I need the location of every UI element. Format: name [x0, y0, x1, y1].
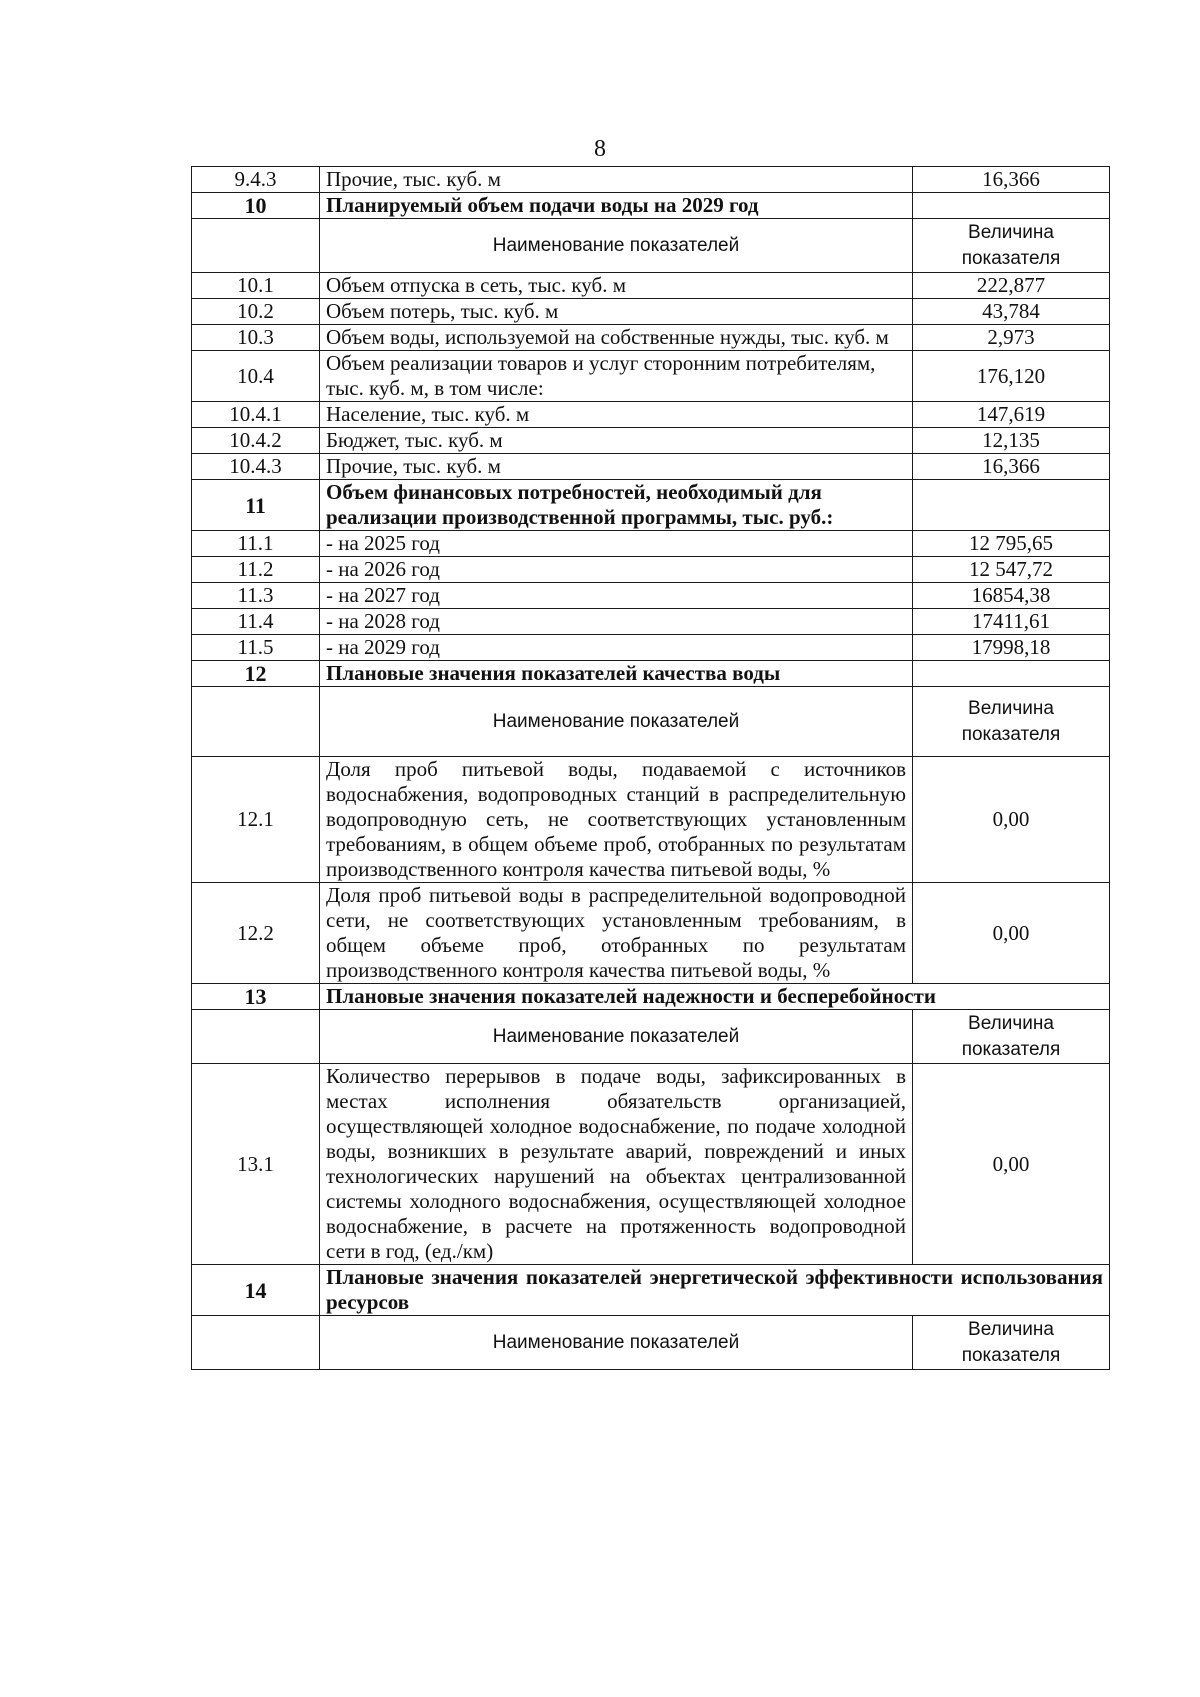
section-number: 11 [192, 480, 320, 531]
indicator-value: 17411,61 [913, 609, 1110, 635]
row-number: 12.1 [192, 757, 320, 883]
indicator-value: 12,135 [913, 428, 1110, 454]
page-number: 8 [594, 136, 606, 162]
table-row [192, 531, 1110, 557]
section-row [192, 984, 1110, 1010]
row-number: 10.1 [192, 273, 320, 299]
table-row [192, 883, 1110, 984]
section-number: 13 [192, 984, 320, 1010]
row-number: 11.4 [192, 609, 320, 635]
empty-cell [192, 1010, 320, 1064]
indicator-value: 176,120 [913, 351, 1110, 402]
column-header-value: Величина показателя [913, 219, 1110, 273]
row-number: 13.1 [192, 1064, 320, 1265]
indicator-value: 16,366 [913, 167, 1110, 193]
section-number: 10 [192, 193, 320, 219]
section-title: Плановые значения показателей энергетической эффективности использования ресурсов [320, 1265, 1110, 1316]
header-row [192, 219, 1110, 273]
indicator-value: 0,00 [913, 883, 1110, 984]
indicator-value: 0,00 [913, 1064, 1110, 1265]
indicator-value: 17998,18 [913, 635, 1110, 661]
empty-cell [913, 661, 1110, 687]
row-number: 9.4.3 [192, 167, 320, 193]
indicator-name: Объем отпуска в сеть, тыс. куб. м [320, 273, 913, 299]
table-row [192, 1064, 1110, 1265]
empty-cell [192, 219, 320, 273]
indicator-name: Объем реализации товаров и услуг сторонним потребителям, тыс. куб. м, в том числе: [320, 351, 913, 402]
empty-cell [192, 1316, 320, 1370]
table-row [192, 583, 1110, 609]
column-header-value: Величина показателя [913, 1010, 1110, 1064]
section-number: 14 [192, 1265, 320, 1316]
row-number: 11.5 [192, 635, 320, 661]
indicator-name: - на 2026 год [320, 557, 913, 583]
table-row [192, 454, 1110, 480]
row-number: 10.4.1 [192, 402, 320, 428]
row-number: 10.4 [192, 351, 320, 402]
indicator-value: 16,366 [913, 454, 1110, 480]
indicator-name: Объем воды, используемой на собственные нужды, тыс. куб. м [320, 325, 913, 351]
indicator-name: - на 2029 год [320, 635, 913, 661]
section-title: Планируемый объем подачи воды на 2029 год [320, 193, 913, 219]
indicator-value: 43,784 [913, 299, 1110, 325]
indicator-value: 0,00 [913, 757, 1110, 883]
indicator-name: Население, тыс. куб. м [320, 402, 913, 428]
indicator-value: 222,877 [913, 273, 1110, 299]
indicators-table [191, 166, 1110, 1370]
column-header-name: Наименование показателей [320, 687, 913, 757]
section-row [192, 1265, 1110, 1316]
table-row [192, 609, 1110, 635]
indicator-name: Прочие, тыс. куб. м [320, 454, 913, 480]
indicator-name: - на 2025 год [320, 531, 913, 557]
table-row [192, 299, 1110, 325]
section-number: 12 [192, 661, 320, 687]
indicator-name: Бюджет, тыс. куб. м [320, 428, 913, 454]
empty-cell [913, 480, 1110, 531]
indicator-name: Доля проб питьевой воды, подаваемой с источников водоснабжения, водопроводных станций в распределительную водопроводную сеть, не соответствующих установленным требованиям, в общем объеме проб, отобранных по результатам производственного контроля качества питьевой воды, % [320, 757, 913, 883]
row-number: 12.2 [192, 883, 320, 984]
indicator-value: 147,619 [913, 402, 1110, 428]
row-number: 10.2 [192, 299, 320, 325]
indicator-name: - на 2027 год [320, 583, 913, 609]
row-number: 11.1 [192, 531, 320, 557]
indicator-name: Количество перерывов в подаче воды, зафиксированных в местах исполнения обязательств организацией, осуществляющей холодное водоснабжение, по подаче холодной воды, возникших в результате аварий, повреждений и иных технологических нарушений на объектах централизованной системы холодного водоснабжения, осуществляющей холодное водоснабжение, в расчете на протяженность водопроводной сети в год, (ед./км) [320, 1064, 913, 1265]
section-row [192, 661, 1110, 687]
indicator-value: 12 547,72 [913, 557, 1110, 583]
indicator-name: Объем потерь, тыс. куб. м [320, 299, 913, 325]
section-row [192, 193, 1110, 219]
table-row [192, 273, 1110, 299]
column-header-name: Наименование показателей [320, 1316, 913, 1370]
empty-cell [192, 687, 320, 757]
row-number: 11.3 [192, 583, 320, 609]
column-header-name: Наименование показателей [320, 1010, 913, 1064]
empty-cell [913, 193, 1110, 219]
table-row [192, 757, 1110, 883]
table-row [192, 557, 1110, 583]
indicator-name: Прочие, тыс. куб. м [320, 167, 913, 193]
section-title: Плановые значения показателей надежности и бесперебойности [320, 984, 1110, 1010]
indicator-value: 2,973 [913, 325, 1110, 351]
column-header-name: Наименование показателей [320, 219, 913, 273]
table-row [192, 351, 1110, 402]
column-header-value: Величина показателя [913, 1316, 1110, 1370]
section-row [192, 480, 1110, 531]
indicator-name: Доля проб питьевой воды в распределительной водопроводной сети, не соответствующих установленным требованиям, в общем объеме проб, отобранных по результатам производственного контроля качества питьевой воды, % [320, 883, 913, 984]
table-row [192, 325, 1110, 351]
header-row [192, 1316, 1110, 1370]
row-number: 10.3 [192, 325, 320, 351]
row-number: 11.2 [192, 557, 320, 583]
section-title: Плановые значения показателей качества воды [320, 661, 913, 687]
header-row [192, 687, 1110, 757]
row-number: 10.4.3 [192, 454, 320, 480]
indicator-name: - на 2028 год [320, 609, 913, 635]
table-row [192, 635, 1110, 661]
header-row [192, 1010, 1110, 1064]
indicator-value: 16854,38 [913, 583, 1110, 609]
column-header-value: Величина показателя [913, 687, 1110, 757]
section-title: Объем финансовых потребностей, необходимый для реализации производственной программы, тыс. руб.: [320, 480, 913, 531]
table-row [192, 402, 1110, 428]
row-number: 10.4.2 [192, 428, 320, 454]
indicator-value: 12 795,65 [913, 531, 1110, 557]
table-row [192, 167, 1110, 193]
table-row [192, 428, 1110, 454]
